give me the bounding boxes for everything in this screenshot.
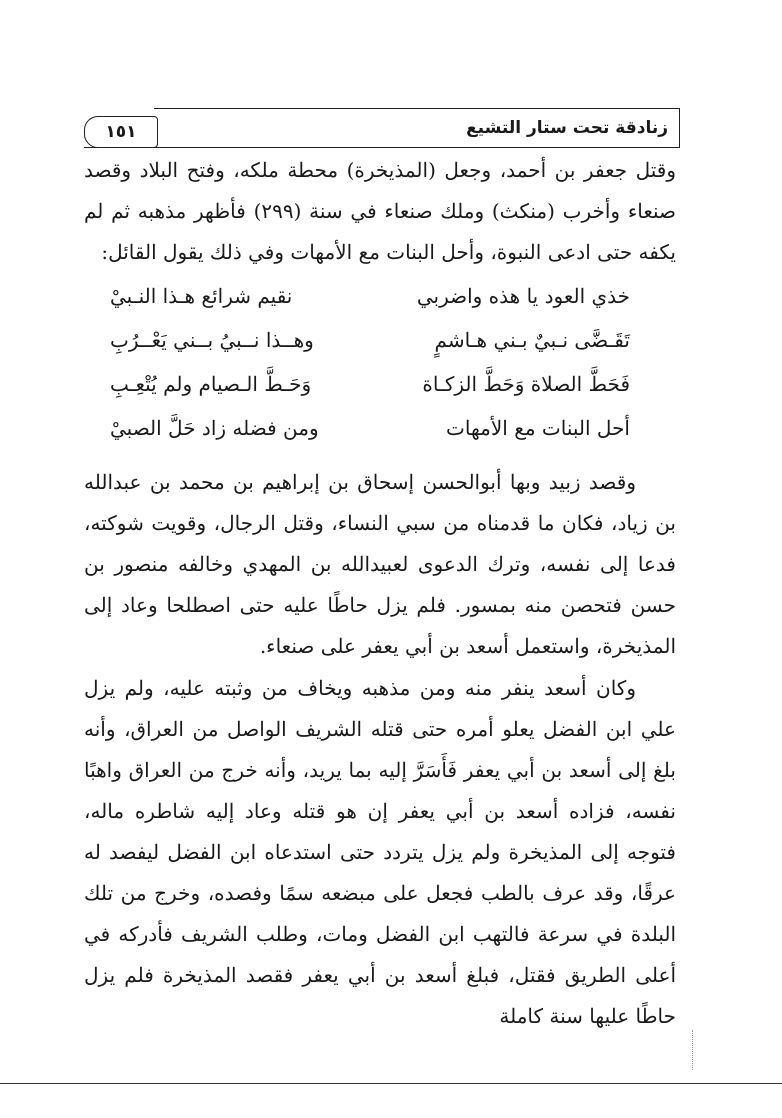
verse-second-hemistich: وَحَـطَّ الـصيام ولم يُتْعِـبِ	[110, 372, 312, 396]
verse-first-hemistich: خذي العود يا هذه واضربي	[416, 284, 630, 308]
header-rule-top	[154, 108, 680, 109]
header-rule-right	[679, 108, 680, 148]
poem-verse	[110, 284, 630, 328]
page-header	[84, 108, 680, 148]
header-rule-bottom	[84, 147, 680, 148]
verse-second-hemistich: نقيم شرائع هـذا النـبيْ	[110, 284, 293, 308]
paragraph-3: وكان أسعد ينفر منه ومن مذهبه ويخاف من وثبته عليه، ولم يزل علي ابن الفضل يعلو أمره حتى قتله الشريف الواصل من العراق، وأنه بلغ إلى أسعد بن أبي يعفر فَأَسَرَّ إليه بما يريد، وأنه خرج من العراق واهبًا نفسه، فزاده أسعد بن أبي يعفر إن هو قتله وعاد إليه شاطره ماله، فتوجه إلى المذيخرة ولم يزل يتردد حتى استدعاه ابن الفضل ليفصد له عرقًا، وقد عرف بالطب فجعل على مبضعه سمًا وفصده، وخرج من تلك البلدة في سرعة فالتهب ابن الفضل ومات، وطلب الشريف فأدركه في أعلى الطريق فقتل، فبلغ أسعد بن أبي يعفر فقصد المذيخرة فلم يزل حاطًا عليها سنة كاملة	[84, 676, 676, 1028]
verse-first-hemistich: فَحَطَّ الصلاة وَحَطَّ الزكـاة	[422, 372, 630, 396]
footer-rule	[0, 1083, 782, 1084]
page-number: ١٥١	[84, 116, 158, 148]
margin-mark	[692, 1030, 694, 1070]
poem-verse	[110, 416, 630, 460]
verse-first-hemistich: تَقَـضَّى نـبيٌ بـني هـاشمٍ	[434, 328, 630, 352]
paragraph-1: وقتل جعفر بن أحمد، وجعل (المذيخرة) محطة ملكه، وفتح البلاد وقصد صنعاء وأخرب (منكث) وملك صنعاء في سنة (٢٩٩) فأظهر مذهبه ثم لم يكفه حتى ادعى النبوة، وأحل البنات مع الأمهات وفي ذلك يقول القائل:	[84, 158, 677, 264]
verse-second-hemistich: وهــذا نــبيُ بــني يَعْــرُبِ	[110, 328, 314, 352]
paragraph-2: وقصد زبيد وبها أبوالحسن إسحاق بن إبراهيم بن محمد بن عبدالله بن زياد، فكان ما قدمناه من سبي النساء، وقتل الرجال، وقويت شوكته، فدعا إلى نفسه، وترك الدعوى لعبيدالله بن المهدي وخالفه منصور بن حسن فتحصن منه بمسور. فلم يزل حاطًا عليه حتى اصطلحا وعاد إلى المذيخرة، واستعمل أسعد بن أبي يعفر على صنعاء.	[84, 470, 676, 658]
poem	[110, 284, 630, 460]
verse-first-hemistich: أحل البنات مع الأمهات	[446, 416, 630, 440]
poem-verse	[110, 372, 630, 416]
poem-verse	[110, 328, 630, 372]
verse-second-hemistich: ومن فضله زاد حَلَّ الصبيْ	[110, 416, 319, 440]
running-title: زنادقة تحت ستار التشيع	[466, 118, 668, 138]
